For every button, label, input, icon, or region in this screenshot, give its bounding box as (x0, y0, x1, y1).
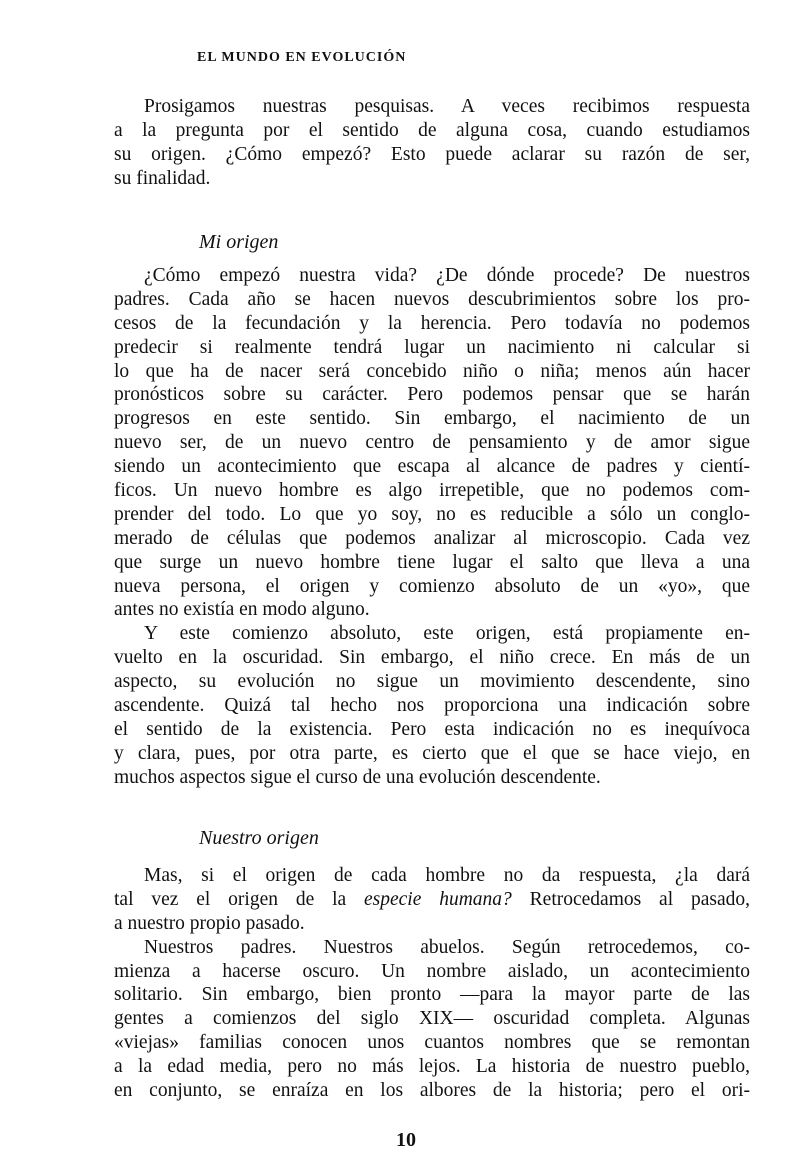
text-line: aspecto, su evolución no sigue un movimiento descendente, sino (114, 671, 750, 693)
text-line: vuelto en la oscuridad. Sin embargo, el niño crece. En más de un (114, 647, 750, 669)
text-line: «viejas» familias conocen unos cuantos nombres que se remontan (114, 1032, 750, 1054)
text-line: en conjunto, se enraíza en los albores de la historia; pero el ori- (114, 1080, 750, 1102)
text-line: antes no existía en modo alguno. (114, 599, 370, 621)
text-line: pronósticos sobre su carácter. Pero podemos pensar que se harán (114, 384, 750, 406)
text-line: Prosigamos nuestras pesquisas. A veces recibimos respuesta (144, 96, 750, 117)
text-line: ascendente. Quizá tal hecho nos proporciona una indicación sobre (114, 695, 750, 717)
intro-paragraph (114, 95, 750, 191)
text-fragment: Retrocedamos al pasado, (511, 888, 750, 910)
section-heading-mi-origen: Mi origen (199, 231, 279, 253)
text-line: su origen. ¿Cómo empezó? Esto puede aclarar su razón de ser, (114, 143, 750, 165)
text-line: a nuestro propio pasado. (114, 912, 305, 934)
text-line: nueva persona, el origen y comienzo absoluto de un «yo», que (114, 575, 750, 597)
text-line: y clara, pues, por otra parte, es cierto que el que se hace viejo, en (114, 742, 750, 764)
text-line: Y este comienzo absoluto, este origen, está propiamente en- (144, 623, 750, 645)
text-line: su finalidad. (114, 167, 211, 189)
text-line: el sentido de la existencia. Pero esta indicación no es inequívoca (114, 718, 750, 740)
section-2-paragraphs (114, 864, 750, 1103)
text-line: muchos aspectos sigue el curso de una evolución descendente. (114, 766, 601, 788)
text-line: mienza a hacerse oscuro. Un nombre aislado, un acontecimiento (114, 960, 750, 982)
text-line: padres. Cada año se hacen nuevos descubrimientos sobre los pro- (114, 288, 750, 310)
text-line: cesos de la fecundación y la herencia. Pero todavía no podemos (114, 312, 750, 334)
running-head: EL MUNDO EN EVOLUCIÓN (197, 50, 407, 65)
page-number: 10 (396, 1129, 416, 1151)
text-line: ¿Cómo empezó nuestra vida? ¿De dónde procede? De nuestros (144, 265, 750, 286)
text-line: prender del todo. Lo que yo soy, no es reducible a sólo un conglo- (114, 503, 750, 525)
text-line: Nuestros padres. Nuestros abuelos. Según retrocedemos, co- (144, 936, 750, 958)
text-line: merado de células que podemos analizar al microscopio. Cada vez (114, 527, 750, 549)
text-line: a la edad media, pero no más lejos. La historia de nuestro pueblo, (114, 1056, 750, 1078)
text-line: predecir si realmente tendrá lugar un nacimiento ni calcular si (114, 336, 750, 358)
text-line: gentes a comienzos del siglo XIX— oscuridad completa. Algunas (114, 1008, 750, 1030)
text-line: solitario. Sin embargo, bien pronto —para la mayor parte de las (114, 984, 750, 1006)
text-line: Mas, si el origen de cada hombre no da respuesta, ¿la dará (144, 865, 750, 886)
italic-term: especie humana? (364, 888, 512, 910)
text-line: a la pregunta por el sentido de alguna cosa, cuando estudiamos (114, 119, 750, 141)
section-heading-nuestro-origen: Nuestro origen (199, 827, 319, 849)
text-line: nuevo ser, de un nuevo centro de pensamiento y de amor sigue (114, 432, 750, 454)
text-fragment: tal vez el origen de la (114, 888, 364, 910)
text-line: lo que ha de nacer será concebido niño o niña; menos aún hacer (114, 360, 750, 382)
section-1-paragraph-1 (114, 264, 750, 790)
text-line: ficos. Un nuevo hombre es algo irrepetible, que no podemos com- (114, 480, 750, 502)
text-line (114, 888, 750, 912)
text-line: siendo un acontecimiento que escapa al alcance de padres y cientí- (114, 456, 750, 478)
text-line: que surge un nuevo hombre tiene lugar el salto que lleva a una (114, 551, 750, 573)
text-line: progresos en este sentido. Sin embargo, el nacimiento de un (114, 408, 750, 430)
